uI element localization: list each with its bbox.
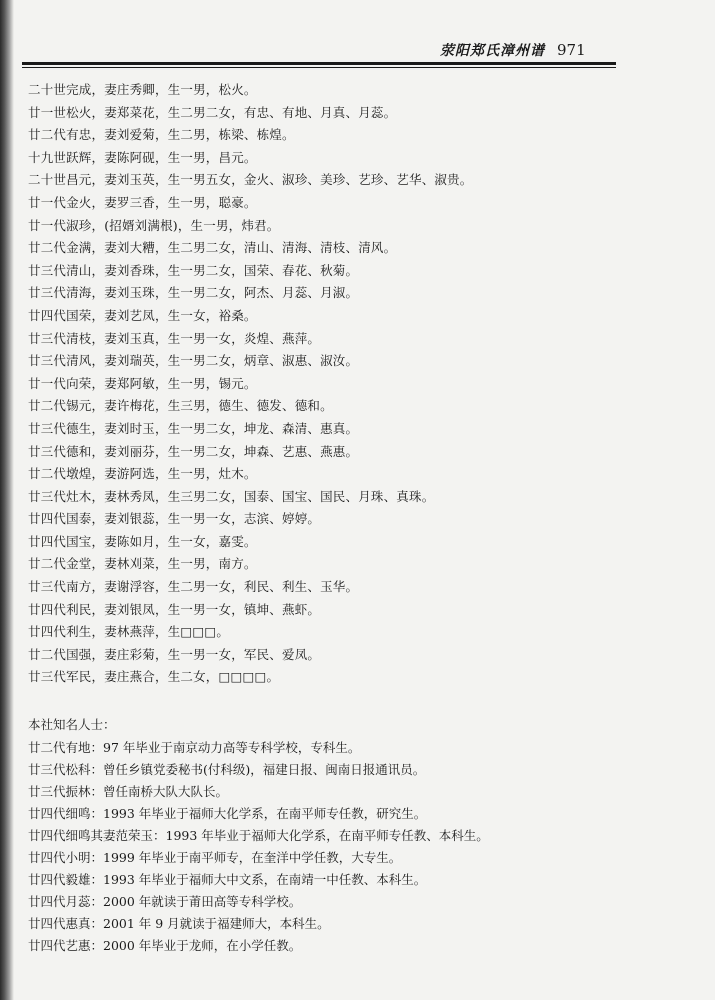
notable-entry: 廿三代松科：曾任乡镇党委秘书(付科级)，福建日报、闽南日报通讯员。 [28, 762, 426, 777]
genealogy-entry: 廿二代有忠，妻刘爱菊，生二男，栋梁、栋煌。 [28, 127, 295, 143]
genealogy-entry: 廿二代墩煌，妻游阿选，生一男，灶木。 [28, 466, 257, 482]
genealogy-entry: 廿二代国强，妻庄彩菊，生一男一女，军民、爱凤。 [28, 646, 321, 662]
genealogy-entry: 廿一代金火，妻罗三香，生一男，聪豪。 [28, 194, 257, 210]
genealogy-entry: 二十世昌元，妻刘玉英，生一男五女，金火、淑珍、美珍、艺珍、艺华、淑贵。 [28, 172, 473, 188]
genealogy-entry: 廿三代德和，妻刘丽芬，生一男二女，坤森、艺惠、燕惠。 [28, 443, 359, 459]
header-rule-thin [22, 67, 616, 68]
genealogy-entry: 廿三代军民，妻庄燕合，生二女，□□□□。 [28, 669, 280, 685]
genealogy-entry: 廿三代清海，妻刘玉珠，生一男二女，阿杰、月蕊、月淑。 [28, 285, 359, 301]
notables-heading: 本社知名人士： [28, 717, 116, 732]
genealogy-entry: 廿三代清风，妻刘瑞英，生一男二女，炳章、淑惠、淑汝。 [28, 353, 359, 369]
genealogy-entry: 廿一代淑珍，(招婿刘满根)，生一男，炜君。 [28, 217, 280, 233]
notable-entry: 廿四代细鸣：1993 年毕业于福师大化学系，在南平师专任教，研究生。 [28, 806, 427, 821]
genealogy-list [28, 79, 668, 689]
binding-shadow [0, 0, 14, 1000]
genealogy-entry: 廿四代利生，妻林燕萍，生□□□。 [28, 624, 230, 640]
notable-entry: 廿四代毅雄：1993 年毕业于福师大中文系，在南靖一中任教、本科生。 [28, 872, 427, 887]
notable-entry: 廿三代振林：曾任南桥大队大队长。 [28, 784, 229, 799]
notable-entry: 廿四代小明：1999 年毕业于南平师专，在奎洋中学任教，大专生。 [28, 850, 402, 865]
genealogy-entry: 十九世跃辉，妻陈阿砚，生一男，昌元。 [28, 149, 257, 165]
notable-entry: 廿四代月蕊：2000 年就读于莆田高等专科学校。 [28, 894, 302, 909]
notable-entry: 廿二代有地：97 年毕业于南京动力高等专科学校，专科生。 [28, 740, 361, 755]
page-number: 971 [557, 41, 586, 59]
genealogy-entry: 廿四代国泰，妻刘银蕊，生一男一女，志滨、婷婷。 [28, 511, 321, 527]
genealogy-entry: 廿三代清山，妻刘香珠，生一男二女，国荣、春花、秋菊。 [28, 262, 359, 278]
genealogy-entry: 廿四代国荣，妻刘艺凤，生一女，裕桑。 [28, 307, 257, 323]
genealogy-entry: 廿四代利民，妻刘银凤，生一男一女，镇坤、燕虾。 [28, 601, 321, 617]
genealogy-entry: 廿二代锡元，妻许梅花，生三男，德生、德发、德和。 [28, 398, 333, 414]
genealogy-entry: 廿二代金堂，妻林刈菜，生一男，南方。 [28, 556, 257, 572]
genealogy-entry: 廿一代向荣，妻郑阿敏，生一男，锡元。 [28, 375, 257, 391]
header-rule-thick [22, 62, 616, 65]
notable-entry: 廿四代艺惠：2000 年毕业于龙师，在小学任教。 [28, 938, 302, 953]
genealogy-entry: 廿四代国宝，妻陈如月，生一女，嘉雯。 [28, 533, 257, 549]
genealogy-entry: 廿三代德生，妻刘时玉，生一男二女，坤龙、森清、惠真。 [28, 420, 359, 436]
genealogy-entry: 廿三代清枝，妻刘玉真，生一男一女，炎煌、燕萍。 [28, 330, 321, 346]
book-title: 荥阳郑氏漳州谱 [440, 43, 545, 59]
notable-entry: 廿四代细鸣其妻范荣玉：1993 年毕业于福师大化学系，在南平师专任教、本科生。 [28, 828, 489, 843]
genealogy-entry: 廿三代南方，妻谢浮容，生二男一女，利民、利生、玉华。 [28, 579, 359, 595]
genealogy-entry: 廿一世松火，妻郑菜花，生二男二女，有忠、有地、月真、月蕊。 [28, 104, 397, 120]
genealogy-entry: 廿三代灶木，妻林秀凤，生三男二女，国泰、国宝、国民、月珠、真珠。 [28, 488, 435, 504]
notable-entry: 廿四代惠真：2001 年 9 月就读于福建师大，本科生。 [28, 916, 330, 931]
genealogy-entry: 二十世完成，妻庄秀卿，生一男，松火。 [28, 82, 257, 97]
notables-list [28, 737, 688, 957]
genealogy-entry: 廿二代金满，妻刘大糟，生二男二女，清山、清海、清枝、清风。 [28, 240, 397, 256]
running-header [440, 40, 610, 62]
